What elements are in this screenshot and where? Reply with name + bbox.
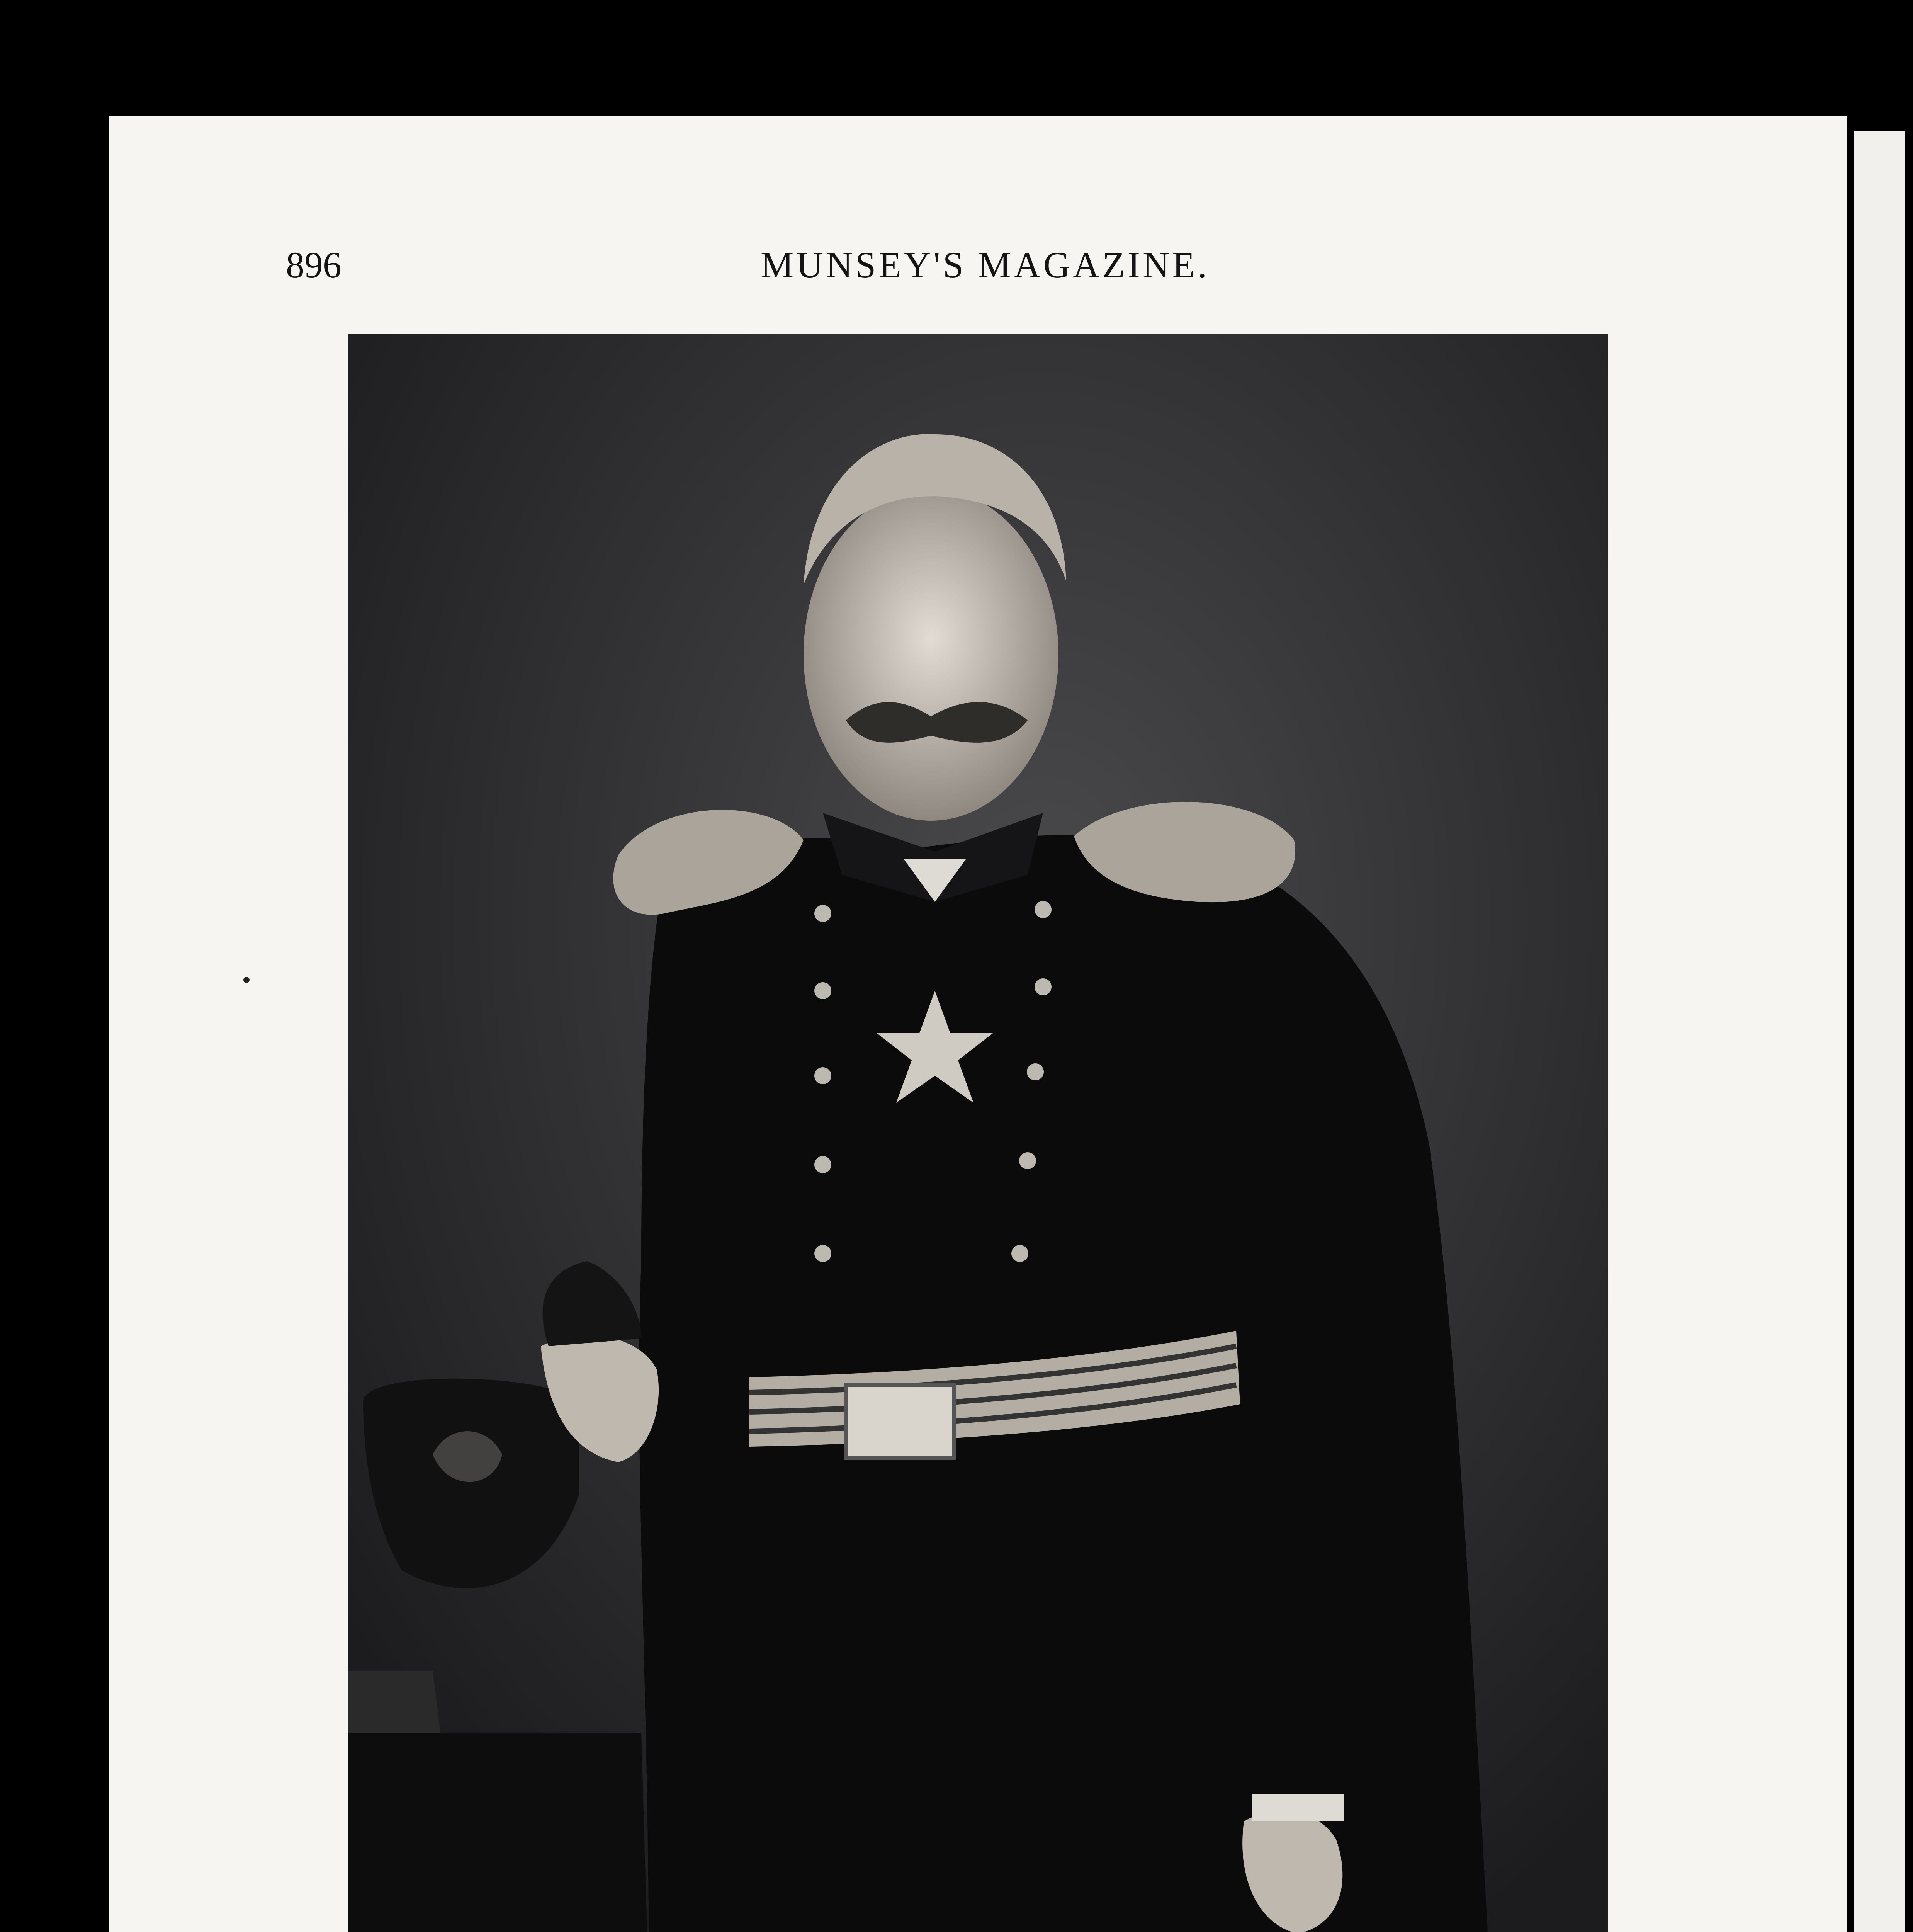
margin-mark bbox=[243, 977, 250, 983]
facing-page-edge bbox=[1854, 131, 1905, 1932]
portrait-photograph bbox=[348, 334, 1608, 1932]
running-head: MUNSEY'S MAGAZINE. bbox=[761, 244, 1210, 286]
page-number: 896 bbox=[286, 244, 341, 286]
